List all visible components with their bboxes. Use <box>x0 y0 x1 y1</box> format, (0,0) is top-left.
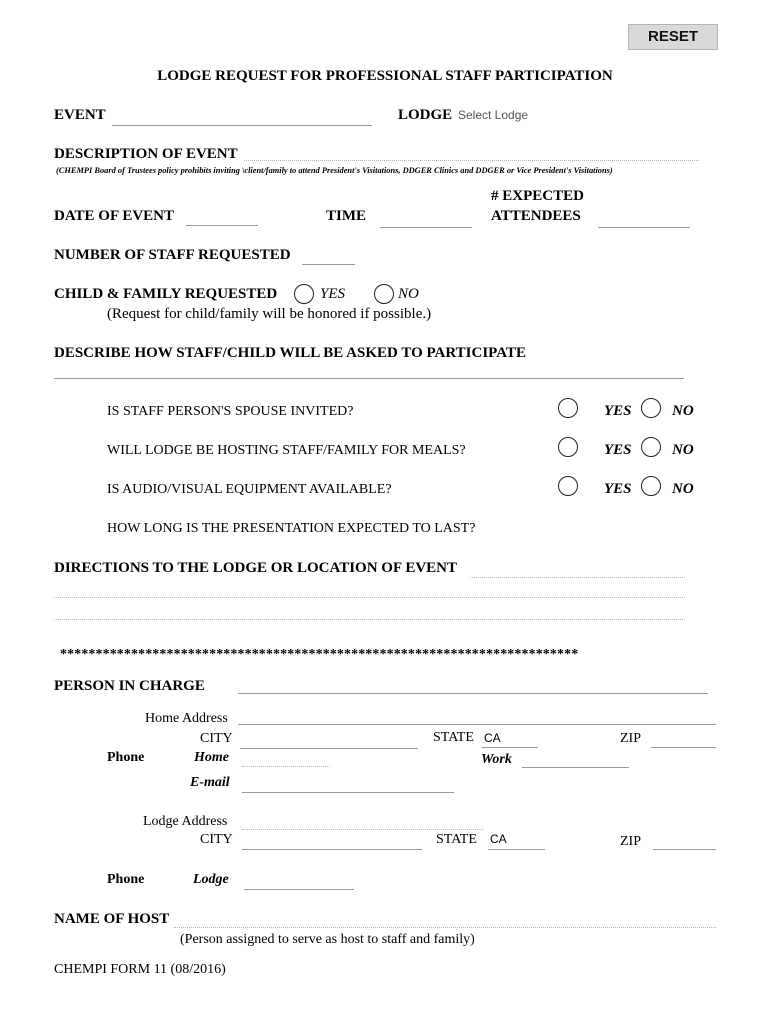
host-note: (Person assigned to serve as host to staff and family) <box>180 932 475 947</box>
event-field[interactable] <box>112 125 372 126</box>
reset-button[interactable]: RESET <box>628 24 718 50</box>
describe-field[interactable] <box>54 378 684 379</box>
form-title: LODGE REQUEST FOR PROFESSIONAL STAFF PARTICIPATION <box>157 68 613 84</box>
question-meals: WILL LODGE BE HOSTING STAFF/FAMILY FOR MEALS? <box>107 443 466 458</box>
meals-yes-label: YES <box>604 442 632 458</box>
attendees-label: ATTENDEES <box>491 208 581 224</box>
lodge-phone-label: Lodge <box>193 872 229 887</box>
event-label: EVENT <box>54 107 106 123</box>
staff-count-field[interactable] <box>302 264 355 265</box>
lodge-select[interactable]: Select Lodge <box>458 108 529 122</box>
host-label: NAME OF HOST <box>54 911 170 927</box>
description-label: DESCRIPTION OF EVENT <box>54 146 238 162</box>
lodge-city-label: CITY <box>200 832 233 847</box>
expected-label: # EXPECTED <box>491 188 584 204</box>
home-address-field[interactable] <box>238 724 716 725</box>
spouse-yes-radio[interactable] <box>558 398 578 418</box>
time-field[interactable] <box>380 227 472 228</box>
lodge-phone-title: Phone <box>107 872 145 887</box>
work-phone-label: Work <box>481 752 512 767</box>
home-state-underline <box>482 747 538 748</box>
spouse-no-label: NO <box>672 403 694 419</box>
directions-field-1[interactable] <box>470 577 685 578</box>
date-label: DATE OF EVENT <box>54 208 175 224</box>
attendees-field[interactable] <box>598 227 690 228</box>
child-family-yes-radio[interactable] <box>294 284 314 304</box>
date-field[interactable] <box>186 225 258 226</box>
meals-no-label: NO <box>672 442 694 458</box>
lodge-label: LODGE <box>398 107 453 123</box>
home-city-field[interactable] <box>240 748 418 749</box>
directions-label: DIRECTIONS TO THE LODGE OR LOCATION OF EVENT <box>54 560 458 576</box>
home-phone-label: Home <box>194 750 229 765</box>
lodge-address-field[interactable] <box>242 829 484 830</box>
directions-field-3[interactable] <box>54 619 685 620</box>
lodge-zip-field[interactable] <box>653 849 716 850</box>
form-id: CHEMPI FORM 11 (08/2016) <box>54 962 226 977</box>
child-family-yes-label: YES <box>320 286 346 302</box>
home-state-label: STATE <box>433 730 474 745</box>
directions-field-2[interactable] <box>54 597 685 598</box>
host-field[interactable] <box>174 927 716 928</box>
meals-yes-radio[interactable] <box>558 437 578 457</box>
describe-label: DESCRIBE HOW STAFF/CHILD WILL BE ASKED TO PARTICIPATE <box>54 345 526 361</box>
time-label: TIME <box>326 208 367 224</box>
av-no-radio[interactable] <box>641 476 661 496</box>
child-family-label: CHILD & FAMILY REQUESTED <box>54 286 278 302</box>
child-family-no-radio[interactable] <box>374 284 394 304</box>
policy-note: (CHEMPI Board of Trustees policy prohibits inviting \client/family to attend President's Visitations, DDGER Clinics and DDGER or Vice President's Visitations) <box>56 166 613 175</box>
meals-no-radio[interactable] <box>641 437 661 457</box>
lodge-state-label: STATE <box>436 832 477 847</box>
email-label: E-mail <box>190 775 230 790</box>
person-in-charge-label: PERSON IN CHARGE <box>54 678 205 694</box>
child-family-note: (Request for child/family will be honored if possible.) <box>107 306 432 322</box>
av-yes-label: YES <box>604 481 632 497</box>
lodge-state-underline <box>488 849 545 850</box>
lodge-address-label: Lodge Address <box>143 814 228 829</box>
home-address-label: Home Address <box>145 711 228 726</box>
work-phone-field[interactable] <box>522 767 629 768</box>
spouse-no-radio[interactable] <box>641 398 661 418</box>
question-av: IS AUDIO/VISUAL EQUIPMENT AVAILABLE? <box>107 482 392 497</box>
lodge-phone-field[interactable] <box>244 889 354 890</box>
lodge-state-select[interactable]: CA <box>490 832 507 846</box>
av-yes-radio[interactable] <box>558 476 578 496</box>
description-field[interactable] <box>244 160 699 161</box>
home-city-label: CITY <box>200 731 233 746</box>
spouse-yes-label: YES <box>604 403 632 419</box>
home-state-select[interactable]: CA <box>484 731 501 745</box>
phone-label: Phone <box>107 750 145 765</box>
separator-line: ************************************************************************* <box>60 647 579 662</box>
person-in-charge-field[interactable] <box>238 693 708 694</box>
lodge-city-field[interactable] <box>242 849 422 850</box>
home-zip-label: ZIP <box>620 731 641 746</box>
av-no-label: NO <box>672 481 694 497</box>
home-zip-field[interactable] <box>651 747 716 748</box>
question-duration: HOW LONG IS THE PRESENTATION EXPECTED TO LAST? <box>107 521 476 536</box>
email-field[interactable] <box>242 792 454 793</box>
staff-count-label: NUMBER OF STAFF REQUESTED <box>54 247 291 263</box>
home-phone-field[interactable] <box>242 766 330 767</box>
question-spouse: IS STAFF PERSON'S SPOUSE INVITED? <box>107 404 354 419</box>
child-family-no-label: NO <box>398 286 419 302</box>
lodge-zip-label: ZIP <box>620 834 641 849</box>
